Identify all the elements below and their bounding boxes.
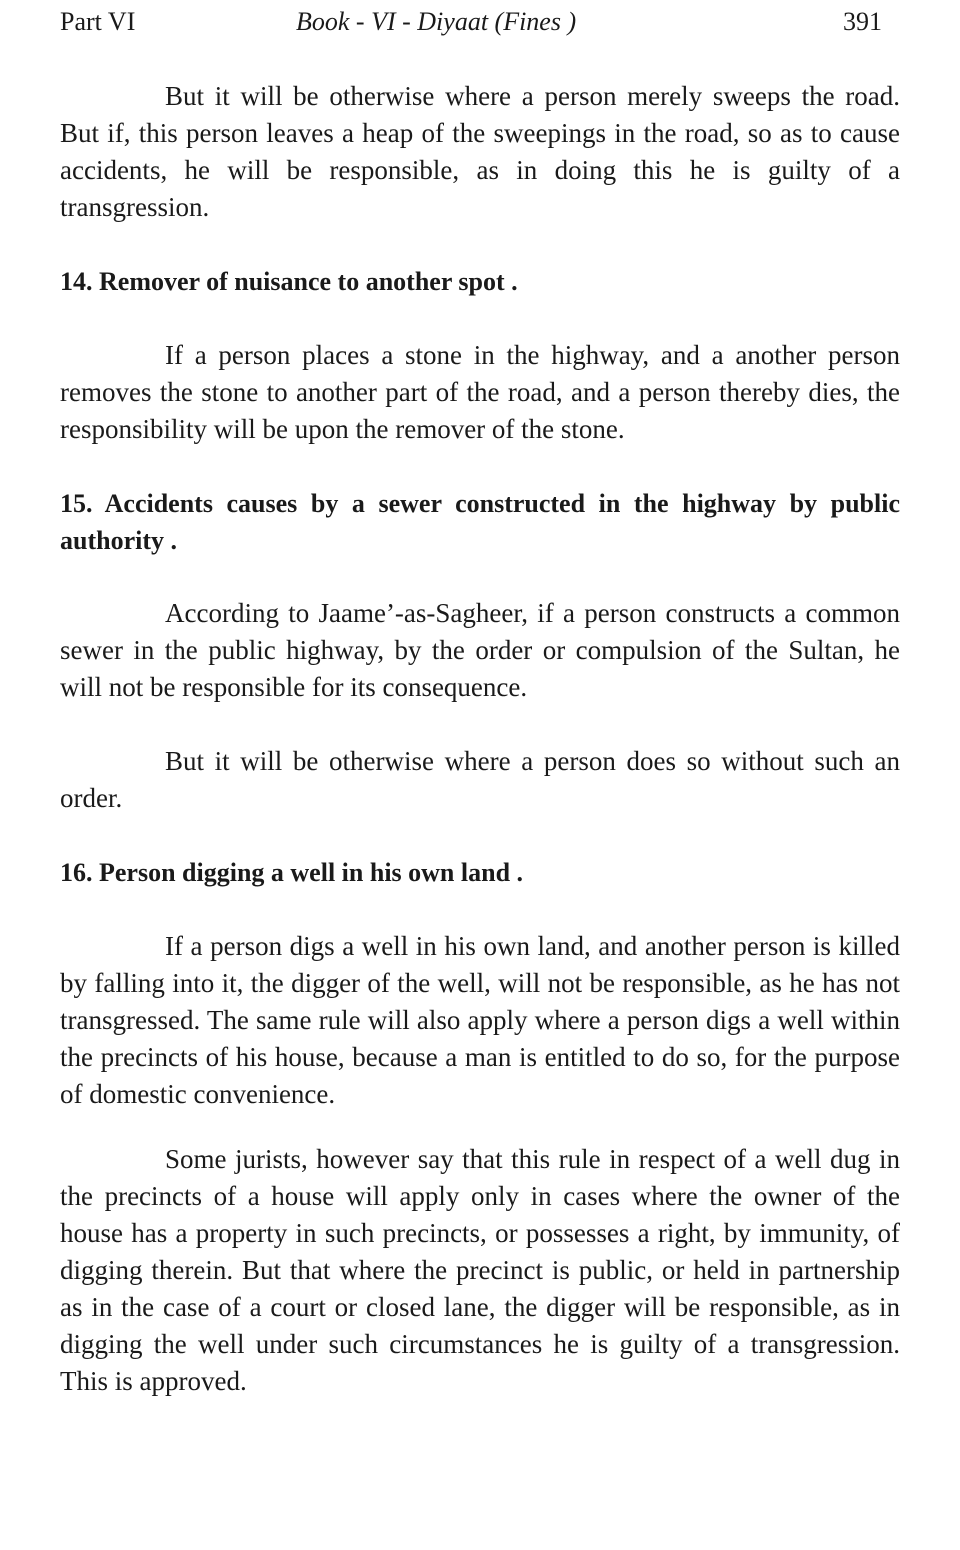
section-heading-16: 16. Person digging a well in his own land .: [60, 858, 524, 887]
paragraph-stone: If a person places a stone in the highway, and a another person removes the stone to another part of the road, and a person thereby dies, the responsibility will be upon the remover of the stone.: [60, 340, 900, 444]
running-header: [60, 0, 900, 40]
paragraph-well: If a person digs a well in his own land, and another person is killed by falling into it, the digger of the well, will not be responsible, as he has not transgressed. The same rule will also apply where a person digs a well within the precincts of his house, because a man is entitled to do so, for the purpose of domestic convenience.: [60, 931, 900, 1109]
paragraph-without-order: But it will be otherwise where a person does so without such an order.: [60, 746, 900, 813]
book-title: Book - VI - Diyaat (Fines ): [296, 7, 577, 36]
section-heading-15: 15. Accidents causes by a sewer constructed in the highway by public authority .: [60, 489, 900, 555]
part-label: Part VI: [60, 7, 136, 36]
paragraph-sweeping: But it will be otherwise where a person merely sweeps the road. But if, this person leaves a heap of the sweepings in the road, so as to cause accidents, he will be responsible, as in doing this he is guilty of a transgression.: [60, 81, 900, 222]
paragraph-sewer: According to Jaame’-as-Sagheer, if a person constructs a common sewer in the public highway, by the order or compulsion of the Sultan, he will not be responsible for its consequence.: [60, 598, 900, 702]
document-page: [60, 0, 900, 1400]
paragraph-jurists: Some jurists, however say that this rule in respect of a well dug in the precincts of a house will apply only in cases where the owner of the house has a property in such precincts, or possesses a right, by immunity, of digging therein. But that where the precinct is public, or held in partnership as in the case of a court or closed lane, the digger will be responsible, as in digging the well under such circumstances he is guilty of a transgression. This is approved.: [60, 1144, 900, 1396]
section-heading-14: 14. Remover of nuisance to another spot .: [60, 267, 518, 296]
page-number: 391: [843, 7, 882, 36]
